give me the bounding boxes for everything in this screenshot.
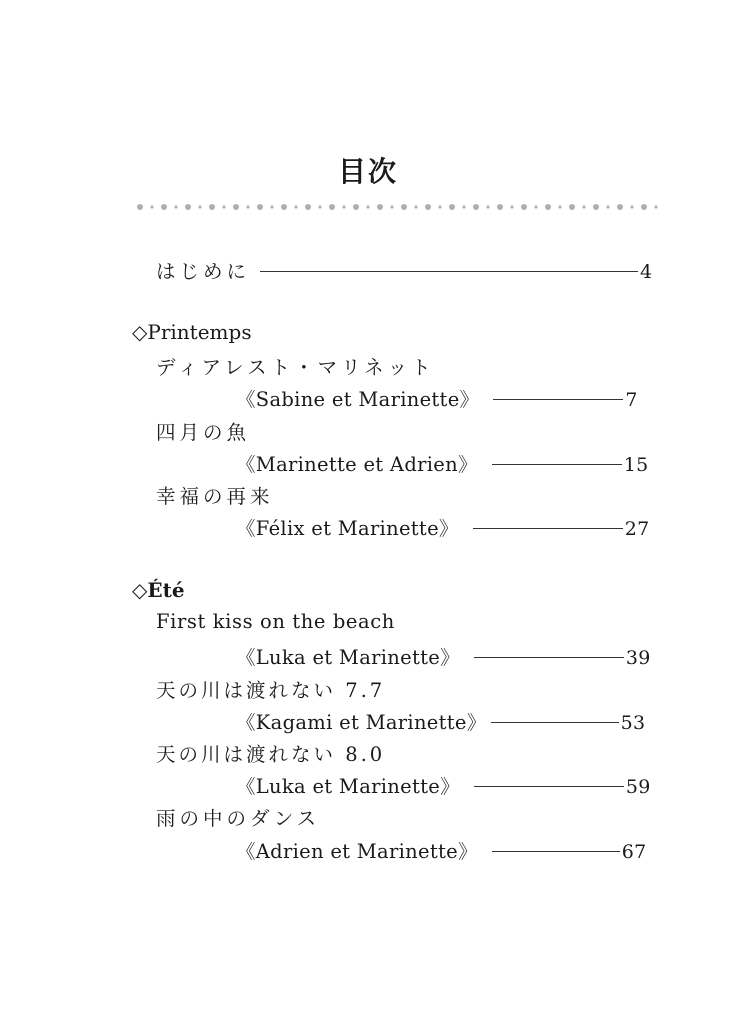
ornament-dot xyxy=(521,204,527,210)
ornament-dot-small xyxy=(558,205,561,208)
page-number: 15 xyxy=(623,454,649,476)
ornament-dot-small xyxy=(342,205,345,208)
entry-pair-row xyxy=(236,771,651,799)
ornament-dot xyxy=(209,204,215,210)
ornament-dot xyxy=(617,204,623,210)
section-name: Printemps xyxy=(147,320,252,344)
page-title: 目次 xyxy=(337,155,398,188)
entry-pair: 《Marinette et Adrien》 xyxy=(236,453,478,476)
page-number: 7 xyxy=(625,389,638,411)
ornament-dot xyxy=(497,204,503,210)
ornament-dot-small xyxy=(222,205,225,208)
ornament-dot-small xyxy=(630,205,633,208)
page-number: 4 xyxy=(640,261,653,283)
diamond-icon: ◇ xyxy=(132,320,148,344)
leader-line xyxy=(492,851,620,852)
ornament-dot-small xyxy=(150,205,153,208)
entry-pair-row xyxy=(236,642,651,670)
ornament-dot-small xyxy=(510,205,513,208)
ornament-dot-small xyxy=(486,205,489,208)
ornament-dot xyxy=(641,204,647,210)
ornament-dot xyxy=(569,204,575,210)
entry-pair: 《Adrien et Marinette》 xyxy=(236,840,478,863)
leader-line xyxy=(474,786,624,787)
ornament-dot xyxy=(305,204,311,210)
ornament-dot-small xyxy=(534,205,537,208)
ornament-dot xyxy=(281,204,287,210)
entry-title: 天の川は渡れない 7.7 xyxy=(156,679,386,702)
ornament-dot xyxy=(593,204,599,210)
ornament-dot-small xyxy=(294,205,297,208)
entry-pair: 《Luka et Marinette》 xyxy=(236,775,460,798)
ornament-dot-small xyxy=(390,205,393,208)
entry-pair: 《Kagami et Marinette》 xyxy=(236,711,487,734)
section-name: Été xyxy=(147,578,185,602)
leader-line xyxy=(492,464,622,465)
leader-line xyxy=(491,722,619,723)
intro-entry xyxy=(156,256,652,284)
page-number: 67 xyxy=(621,841,647,863)
ornament-dot-small xyxy=(654,205,657,208)
entry-pair-row xyxy=(236,384,638,412)
ornament-dot-small xyxy=(606,205,609,208)
ornament-dot xyxy=(161,204,167,210)
ornament-dot xyxy=(377,204,383,210)
ornament-dot xyxy=(449,204,455,210)
entry-title: 幸福の再来 xyxy=(156,485,274,508)
ornament-dot-small xyxy=(414,205,417,208)
ornament-dot-small xyxy=(366,205,369,208)
leader-line xyxy=(474,657,624,658)
section-heading-printemps xyxy=(132,320,252,344)
entry-pair-row xyxy=(236,836,647,864)
entry-title: ディアレスト・マリネット xyxy=(156,356,435,379)
entry-title: 四月の魚 xyxy=(156,421,251,444)
entry-pair: 《Félix et Marinette》 xyxy=(236,517,459,540)
ornamental-divider xyxy=(134,200,658,214)
entry-pair: 《Sabine et Marinette》 xyxy=(236,388,480,411)
ornament-dot xyxy=(425,204,431,210)
entry-pair: 《Luka et Marinette》 xyxy=(236,646,460,669)
entry-title: First kiss on the beach xyxy=(156,610,395,633)
ornament-dot xyxy=(257,204,263,210)
diamond-icon: ◇ xyxy=(132,578,148,602)
entry-title: 天の川は渡れない 8.0 xyxy=(156,743,386,766)
ornament-dot xyxy=(233,204,239,210)
entry-title: 雨の中のダンス xyxy=(156,807,321,830)
entry-pair-row xyxy=(236,707,645,735)
page-number: 27 xyxy=(624,518,650,540)
entry-pair-row xyxy=(236,449,649,477)
intro-label: はじめに xyxy=(156,260,251,283)
ornament-dot xyxy=(137,204,143,210)
leader-line xyxy=(493,399,623,400)
ornament-dot-small xyxy=(174,205,177,208)
page-number: 59 xyxy=(625,776,651,798)
ornament-dot xyxy=(401,204,407,210)
leader-line xyxy=(473,528,623,529)
ornament-dot-small xyxy=(582,205,585,208)
ornament-dot xyxy=(545,204,551,210)
ornament-dot xyxy=(185,204,191,210)
leader-line xyxy=(260,271,638,272)
ornament-dot xyxy=(473,204,479,210)
page-number: 53 xyxy=(620,712,646,734)
page-number: 39 xyxy=(625,647,651,669)
ornament-dot-small xyxy=(270,205,273,208)
ornament-dot-small xyxy=(462,205,465,208)
ornament-dot-small xyxy=(198,205,201,208)
ornament-dot xyxy=(353,204,359,210)
ornament-dot-small xyxy=(246,205,249,208)
section-heading-ete xyxy=(132,578,185,602)
ornament-dot-small xyxy=(318,205,321,208)
ornament-dot xyxy=(329,204,335,210)
ornament-dot-small xyxy=(438,205,441,208)
entry-pair-row xyxy=(236,513,650,541)
